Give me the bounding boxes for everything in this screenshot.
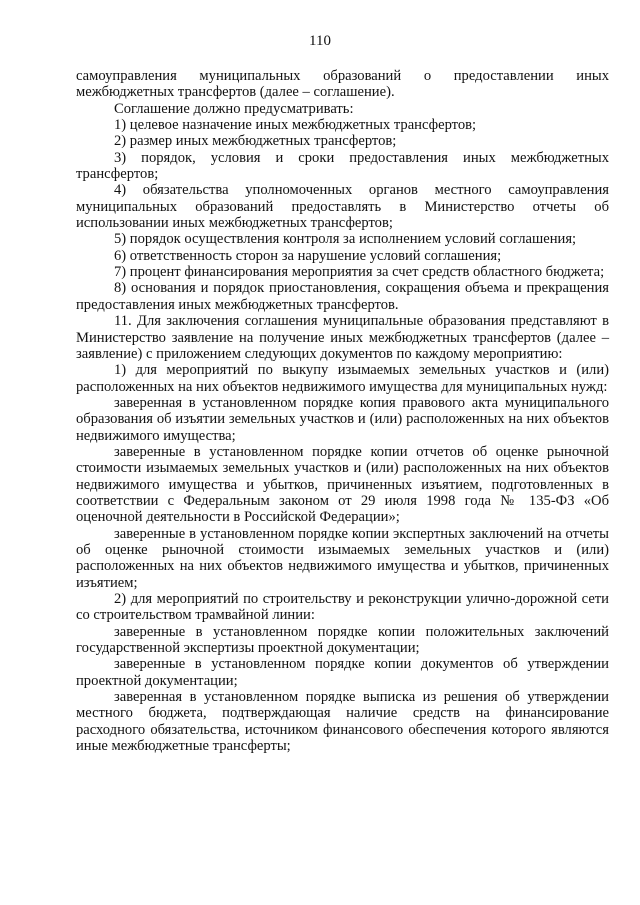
paragraph-item-6: 6) ответственность сторон за нарушение условий соглашения; <box>114 247 502 264</box>
paragraph-item-4: 4) обязательства уполномоченных органов местного самоуправления муниципальных образований предоставлять в Министерство отчеты об использовании иных межбюджетных трансфертов; <box>76 182 609 232</box>
paragraph-doc-budget-extract: заверенная в установленном порядке выписка из решения об утверждении местного бюджета, подтверждающая наличие средств на финансирование расходного обязательства, источником финансового обеспечения которого являются иные межбюджетные трансферты; <box>76 689 609 755</box>
paragraph-doc-approval: заверенные в установленном порядке копии документов об утверждении проектной документации; <box>76 656 609 689</box>
paragraph-continuation: самоуправления муниципальных образований о предоставлении иных межбюджетных трансфертов (далее – соглашение). <box>76 68 609 101</box>
paragraph-doc-valuation-reports: заверенные в установленном порядке копии отчетов об оценке рыночной стоимости изымаемых земельных участков и (или) расположенных на них объектов недвижимого имущества и убытков, причиненных изъятием, подготовленных в соответствии с Федеральным законом от 29 июля 1998 года № 135-ФЗ «Об оценочной деятельности в Российской Федерации»; <box>76 443 609 526</box>
paragraph-item-5: 5) порядок осуществления контроля за исполнением условий соглашения; <box>114 231 577 248</box>
paragraph-doc-expert-opinions: заверенные в установленном порядке копии экспертных заключений на отчеты об оценке рыночной стоимости изымаемых земельных участков и (или) расположенных на них объектов недвижимого имущества и убытков, причиненных изъятием; <box>76 525 609 591</box>
paragraph-item-1: 1) целевое назначение иных межбюджетных трансфертов; <box>114 117 477 134</box>
paragraph-item-8: 8) основания и порядок приостановления, сокращения объема и прекращения предоставления иных межбюджетных трансфертов. <box>76 280 609 313</box>
paragraph-subitem-1: 1) для мероприятий по выкупу изымаемых земельных участков и (или) расположенных на них объектов недвижимого имущества для муниципальных нужд: <box>76 362 609 395</box>
document-body <box>76 68 609 754</box>
paragraph-agreement-intro: Соглашение должно предусматривать: <box>114 100 354 117</box>
page-number: 110 <box>309 33 331 49</box>
paragraph-item-3: 3) порядок, условия и сроки предоставления иных межбюджетных трансфертов; <box>76 149 609 183</box>
paragraph-item-2: 2) размер иных межбюджетных трансфертов; <box>114 133 397 150</box>
paragraph-doc-state-expertise: заверенные в установленном порядке копии положительных заключений государственной экспертизы проектной документации; <box>76 623 609 657</box>
paragraph-doc-legal-act: заверенная в установленном порядке копия правового акта муниципального образования об изъятии земельных участков и (или) расположенных на них объектов недвижимого имущества; <box>76 394 609 444</box>
paragraph-item-7: 7) процент финансирования мероприятия за счет средств областного бюджета; <box>114 264 605 281</box>
paragraph-subitem-2: 2) для мероприятий по строительству и реконструкции улично-дорожной сети со строительством трамвайной линии: <box>76 591 609 624</box>
paragraph-section-11: 11. Для заключения соглашения муниципальные образования представляют в Министерство заявление на получение иных межбюджетных трансфертов (далее – заявление) с приложением следующих документов по каждому мероприятию: <box>76 313 609 362</box>
